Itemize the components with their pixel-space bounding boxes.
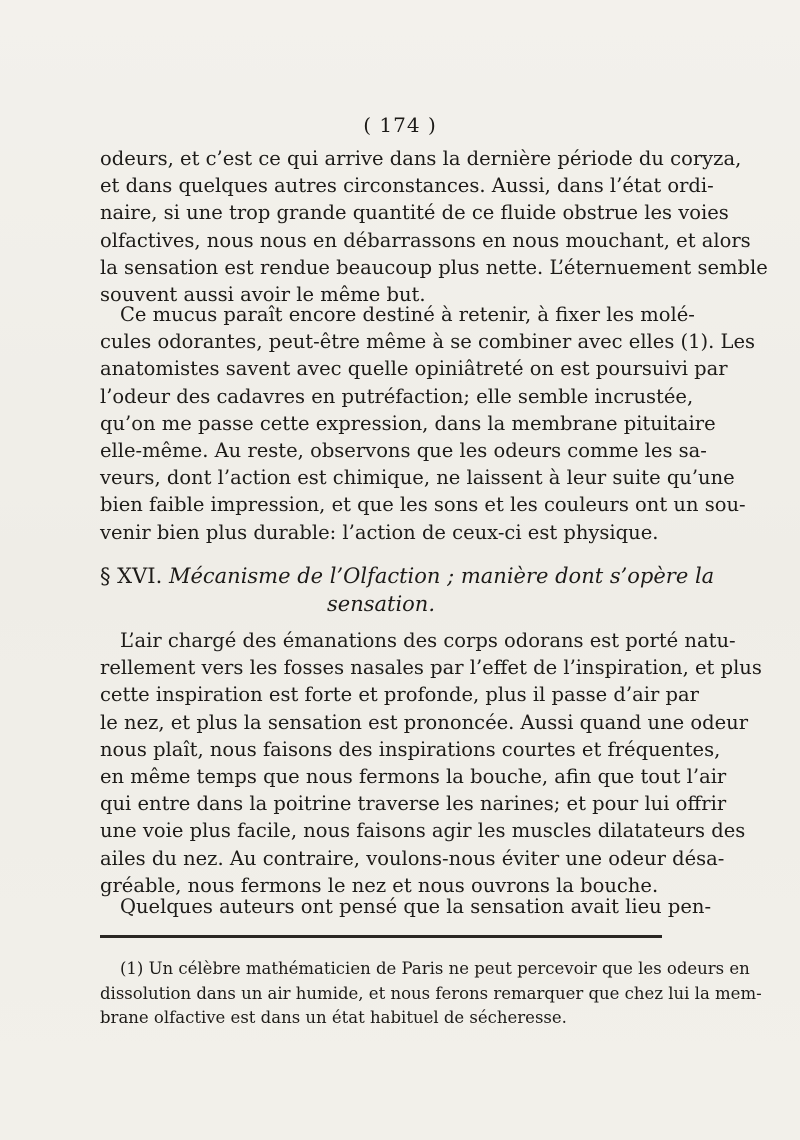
paragraph-1: [100, 145, 768, 308]
text-line: bien faible impression, et que les sons et les couleurs ont un sou-: [100, 493, 746, 517]
text-line: elle-même. Au reste, observons que les odeurs comme les sa-: [100, 438, 707, 462]
text-line: naire, si une trop grande quantité de ce fluide obstrue les voies: [100, 201, 729, 225]
text-line: une voie plus facile, nous faisons agir les muscles dilatateurs des: [100, 819, 746, 843]
text-line: cules odorantes, peut-être même à se combiner avec elles (1). Les: [100, 330, 756, 354]
paragraph-2: [100, 301, 756, 546]
section-title-part-1: Mécanisme de l’Olfaction ; manière dont s’opère la: [168, 564, 715, 588]
text-line: gréable, nous fermons le nez et nous ouvrons la bouche.: [100, 873, 659, 897]
text-line: anatomistes savent avec quelle opiniâtreté on est poursuivi par: [100, 357, 728, 381]
text-line: en même temps que nous fermons la bouche, afin que tout l’air: [100, 764, 727, 788]
text-line: qu’on me passe cette expression, dans la membrane pituitaire: [100, 411, 716, 435]
section-number: § XVI.: [100, 564, 163, 588]
text-line: ailes du nez. Au contraire, voulons-nous éviter une odeur désa-: [100, 846, 725, 870]
text-line: le nez, et plus la sensation est prononcée. Aussi quand une odeur: [100, 710, 749, 734]
text-line: souvent aussi avoir le même but.: [100, 282, 426, 306]
text-line: qui entre dans la poitrine traverse les narines; et pour lui offrir: [100, 792, 727, 816]
footnote: [100, 957, 762, 1031]
text-line: la sensation est rendue beaucoup plus nette. L’éternuement semble: [100, 255, 768, 279]
text-line: olfactives, nous nous en débarrassons en nous mouchant, et alors: [100, 228, 751, 252]
text-line: l’odeur des cadavres en putréfaction; elle semble incrustée,: [100, 384, 694, 408]
text-line: rellement vers les fosses nasales par l’effet de l’inspiration, et plus: [100, 656, 762, 680]
text-line: nous plaît, nous faisons des inspirations courtes et fréquentes,: [100, 737, 721, 761]
footnote-line: brane olfactive est dans un état habituel de sécheresse.: [100, 1008, 567, 1027]
footnote-line: (1) Un célèbre mathématicien de Paris ne peut percevoir que les odeurs en: [120, 959, 750, 978]
section-heading-line-1: [100, 562, 715, 590]
footnote-line: dissolution dans un air humide, et nous ferons remarquer que chez lui la mem-: [100, 983, 762, 1003]
text-line: venir bien plus durable: l’action de ceux-ci est physique.: [100, 520, 659, 544]
text-line: L’air chargé des émanations des corps odorans est porté natu-: [120, 629, 736, 652]
paragraph-3: [100, 627, 762, 899]
text-line: Ce mucus paraît encore destiné à retenir, à fixer les molé-: [120, 303, 695, 326]
text-line: odeurs, et c’est ce qui arrive dans la dernière période du coryza,: [100, 147, 742, 170]
footnote-separator-rule: [100, 935, 662, 938]
text-line: veurs, dont l’action est chimique, ne laissent à leur suite qu’une: [100, 466, 735, 490]
text-line: et dans quelques autres circonstances. Aussi, dans l’état ordi-: [100, 174, 714, 198]
text-line: Quelques auteurs ont pensé que la sensation avait lieu pen-: [120, 895, 712, 918]
section-heading: [100, 562, 715, 618]
text-line: cette inspiration est forte et profonde, plus il passe d’air par: [100, 683, 699, 707]
section-title-part-2: sensation.: [326, 592, 436, 616]
paragraph-4: [100, 893, 712, 920]
page-number: ( 174 ): [363, 113, 437, 137]
